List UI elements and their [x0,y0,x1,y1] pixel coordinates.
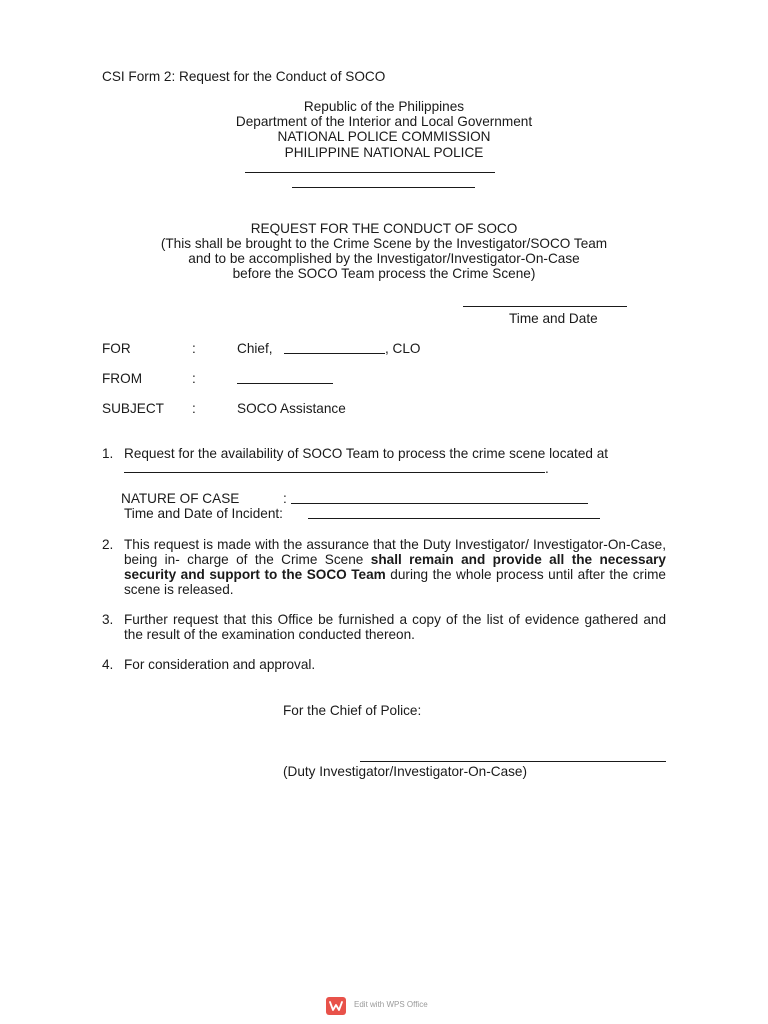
incident-time-line [308,518,600,519]
header-unit-line [245,172,495,173]
from-colon: : [192,371,196,386]
header-republic: Republic of the Philippines [303,99,465,114]
incident-time-label: Time and Date of Incident: [124,506,283,521]
time-date-label: Time and Date [509,311,598,326]
item-1-text: Request for the availability of SOCO Team to process the crime scene located at [124,446,609,461]
item-2-number: 2. [102,537,114,552]
request-instruction-3: before the SOCO Team process the Crime Scene) [232,266,536,281]
item-2-text-emphasis: shall remain and provide all the necessary security and support to the SOCO Team [124,552,666,582]
item-3-number: 3. [102,612,114,627]
from-line [237,383,333,384]
for-colon: : [192,341,196,356]
item-1-location-line [124,472,545,473]
subject-label: SUBJECT [102,401,164,416]
for-chief-line [284,353,385,354]
item-2-paragraph [124,537,666,597]
header-office-line [292,187,475,188]
item-3-text: Further request that this Office be furnished a copy of the list of evidence gathered and the result of the examination conducted thereon. [124,612,666,642]
request-instruction-2: and to be accomplished by the Investigator/Investigator-On-Case [188,251,580,266]
form-title: CSI Form 2: Request for the Conduct of SOCO [102,69,386,84]
for-label: FOR [102,341,131,356]
header-department: Department of the Interior and Local Government [235,114,533,129]
wps-logo-icon [326,997,346,1015]
signatory-title: (Duty Investigator/Investigator-On-Case) [283,764,528,779]
request-instruction-1: (This shall be brought to the Crime Scene by the Investigator/SOCO Team [160,236,608,251]
for-chief-of-police: For the Chief of Police: [283,703,422,718]
subject-value: SOCO Assistance [237,401,346,416]
item-2-text-a: This request is made with the assurance that the Duty Investigator/ Investigator-On-Case, being in- charge of the Crime Scene [124,537,666,567]
nature-of-case-label: NATURE OF CASE [121,491,240,506]
subject-colon: : [192,401,196,416]
nature-of-case-colon: : [283,491,287,506]
from-label: FROM [102,371,143,386]
item-2-text-c: during the whole process until after the crime scene is released. [124,567,666,597]
for-chief-text: Chief, [237,341,273,356]
item-1-number: 1. [102,446,114,461]
footer-edit-with-wps[interactable]: Edit with WPS Office [354,1000,428,1009]
for-clo-suffix: , CLO [385,341,421,356]
signature-line [360,761,666,762]
header-pnp: PHILIPPINE NATIONAL POLICE [284,145,484,160]
item-4-number: 4. [102,657,114,672]
request-title: REQUEST FOR THE CONDUCT OF SOCO [250,221,518,236]
item-4-text: For consideration and approval. [124,657,316,672]
time-date-line [463,306,627,307]
item-1-period: . [545,461,549,476]
nature-of-case-line [291,503,588,504]
header-napolcom: NATIONAL POLICE COMMISSION [277,129,491,144]
